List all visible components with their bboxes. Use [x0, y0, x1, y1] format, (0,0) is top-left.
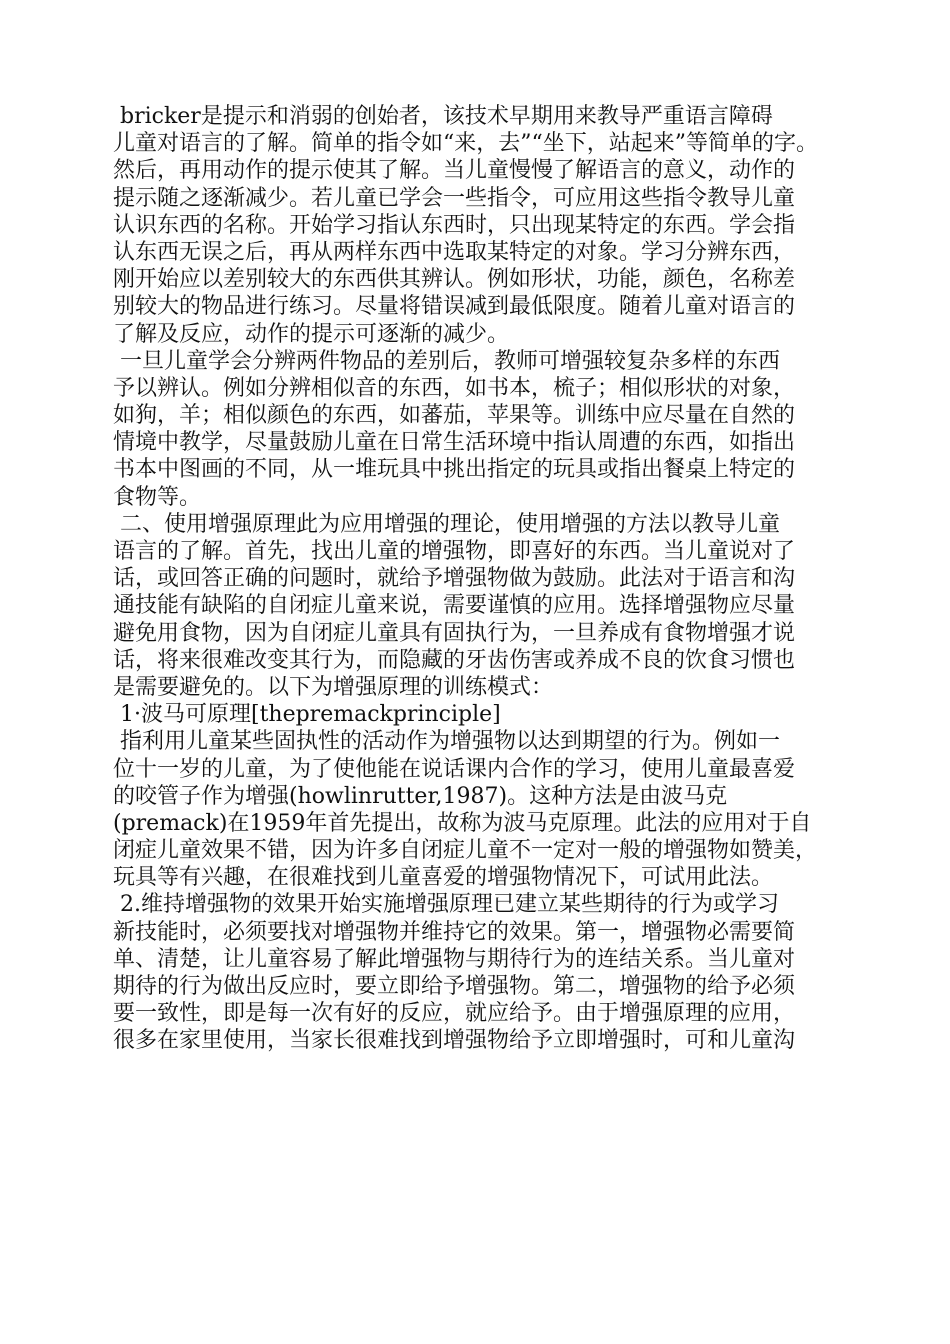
- text-line: 话，或回答正确的问题时，就给予增强物做为鼓励。此法对于语言和沟: [113, 566, 796, 592]
- text-line: 如狗，羊；相似颜色的东西，如蕃茄，苹果等。训练中应尽量在自然的: [113, 403, 796, 429]
- text-line: bricker是提示和消弱的创始者，该技术早期用来教导严重语言障碍: [113, 104, 773, 129]
- text-line: 位十一岁的儿童，为了使他能在说话课内合作的学习，使用儿童最喜爱: [113, 756, 796, 782]
- text-line: 一旦儿童学会分辨两件物品的差别后，教师可增强较复杂多样的东西: [113, 348, 780, 374]
- text-line: 刚开始应以差别较大的东西供其辨认。例如形状，功能，颜色，名称差: [113, 267, 796, 293]
- text-line: 很多在家里使用，当家长很难找到增强物给予立即增强时，可和儿童沟: [113, 1028, 796, 1054]
- text-line: (premack)在1959年首先提出，故称为波马克原理。此法的应用对于自: [113, 810, 812, 836]
- text-line: 书本中图画的不同，从一堆玩具中挑出指定的玩具或指出餐桌上特定的: [113, 457, 796, 483]
- text-line: 然后，再用动作的提示使其了解。当儿童慢慢了解语言的意义，动作的: [113, 158, 796, 184]
- text-line: 避免用食物，因为自闭症儿童具有固执行为，一旦养成有食物增强才说: [113, 620, 796, 646]
- text-line: 的咬管子作为增强(howlinrutter,1987)。这种方法是由波马克: [113, 783, 728, 809]
- text-line: 认识东西的名称。开始学习指认东西时，只出现某特定的东西。学会指: [113, 212, 796, 238]
- text-line: 话，将来很难改变其行为，而隐藏的牙齿伤害或养成不良的饮食习惯也: [113, 647, 796, 673]
- text-line: 通技能有缺陷的自闭症儿童来说，需要谨慎的应用。选择增强物应尽量: [113, 593, 796, 619]
- text-line: 单、清楚，让儿童容易了解此增强物与期待行为的连结关系。当儿童对: [113, 946, 796, 972]
- text-line: 要一致性，即是每一次有好的反应，就应给予。由于增强原理的应用，: [113, 1001, 796, 1027]
- text-line: 情境中教学，尽量鼓励儿童在日常生活环境中指认周遭的东西，如指出: [113, 430, 796, 456]
- text-line: 了解及反应，动作的提示可逐渐的减少。: [113, 321, 510, 347]
- text-line: 指利用儿童某些固执性的活动作为增强物以达到期望的行为。例如一: [113, 729, 780, 755]
- text-line: 别较大的物品进行练习。尽量将错误减到最低限度。随着儿童对语言的: [113, 294, 796, 320]
- text-line: 新技能时，必须要找对增强物并维持它的效果。第一，增强物必需要简: [113, 919, 796, 945]
- text-line: 食物等。: [113, 484, 202, 510]
- text-line: 1·波马可原理[thepremackprinciple]: [113, 702, 501, 728]
- text-line: 是需要避免的。以下为增强原理的训练模式：: [113, 674, 554, 700]
- text-line: 闭症儿童效果不错，因为许多自闭症儿童不一定对一般的增强物如赞美，: [113, 838, 818, 864]
- text-line: 期待的行为做出反应时，要立即给予增强物。第二，增强物的给予必须: [113, 974, 796, 999]
- text-line: 提示随之逐渐减少。若儿童已学会一些指令，可应用这些指令教导儿童: [113, 185, 796, 211]
- text-line: 语言的了解。首先，找出儿童的增强物，即喜好的东西。当儿童说对了: [113, 539, 796, 564]
- text-line: 予以辨认。例如分辨相似音的东西，如书本，梳子；相似形状的对象，: [113, 375, 796, 401]
- text-line: 认东西无误之后，再从两样东西中选取某特定的对象。学习分辨东西，: [113, 239, 796, 265]
- text-line: 玩具等有兴趣，在很难找到儿童喜爱的增强物情况下，可试用此法。: [113, 865, 774, 891]
- document-body-text: [113, 103, 855, 1055]
- text-line: 2.维持增强物的效果开始实施增强原理已建立某些期待的行为或学习: [113, 892, 779, 918]
- text-line: 儿童对语言的了解。简单的指令如“来，去”“坐下，站起来”等简单的字。: [113, 131, 818, 157]
- text-line: 二、使用增强原理此为应用增强的理论，使用增强的方法以教导儿童: [113, 511, 780, 537]
